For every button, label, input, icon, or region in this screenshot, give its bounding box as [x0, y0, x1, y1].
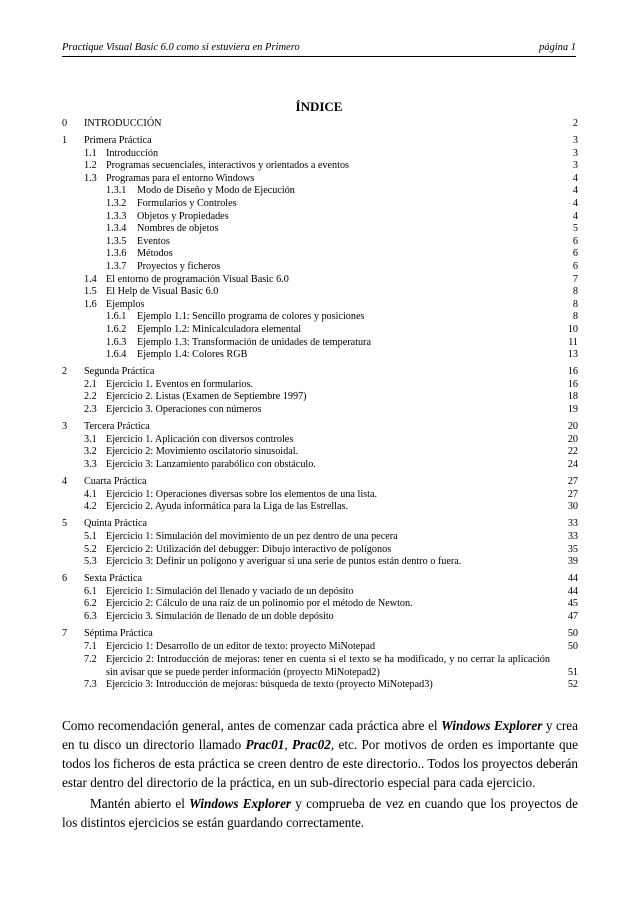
- toc-entry-number: 1.3.1: [106, 185, 127, 197]
- emphasis: Windows Explorer: [189, 796, 292, 811]
- toc-entry[interactable]: [62, 611, 578, 624]
- toc-entry[interactable]: [62, 628, 578, 641]
- toc-entry-number: 2.1: [84, 378, 97, 390]
- toc-entry[interactable]: [62, 459, 578, 472]
- toc-entry-title: Proyectos y ficheros: [137, 261, 221, 273]
- toc-entry-page: 27: [567, 476, 578, 488]
- toc-entry-title: INTRODUCCIÓN: [84, 118, 162, 129]
- toc-entry-number: 0: [62, 118, 68, 129]
- toc-entry-title: Ejercicio 3: Definir un polígono y averiguar si una serie de puntos están dentro o fuera.: [106, 556, 462, 568]
- toc-entry-title: Programas secuenciales, interactivos y orientados a eventos: [106, 160, 350, 172]
- toc-entry-title: Introducción: [106, 147, 159, 159]
- toc-entry-page: 22: [567, 446, 578, 458]
- toc-entry[interactable]: [62, 311, 578, 324]
- toc-entry-page: 47: [567, 610, 578, 622]
- toc-entry[interactable]: [62, 261, 578, 274]
- toc-entry-page: 33: [567, 530, 578, 542]
- toc-entry[interactable]: [62, 489, 578, 502]
- toc-entry-number: 5.3: [84, 556, 97, 568]
- toc-entry[interactable]: [62, 135, 578, 148]
- toc-entry-title: Ejercicio 3. Operaciones con números: [106, 404, 262, 416]
- toc-entry[interactable]: [62, 641, 578, 654]
- table-of-contents: [62, 118, 578, 692]
- toc-entry-title: Séptima Práctica: [84, 628, 153, 640]
- toc-entry-page: 2: [572, 118, 578, 129]
- toc-entry[interactable]: [62, 573, 578, 586]
- toc-entry-page: 4: [572, 198, 578, 210]
- toc-entry-title: Sexta Práctica: [84, 573, 142, 585]
- toc-entry-number: 1.3.4: [106, 223, 127, 235]
- toc-entry-title: Modo de Diseño y Modo de Ejecución: [137, 185, 295, 197]
- toc-entry-title: Ejercicio 2: Cálculo de una raíz de un polinomio por el método de Newton.: [106, 598, 413, 610]
- toc-entry-page: 13: [567, 349, 578, 361]
- toc-entry-number: 2: [62, 366, 68, 378]
- toc-entry-page: 4: [572, 210, 578, 222]
- paragraph-1: [62, 716, 578, 792]
- toc-entry[interactable]: [62, 236, 578, 249]
- toc-entry[interactable]: [62, 185, 578, 198]
- toc-entry-page: 18: [567, 391, 578, 403]
- toc-entry-page: 11: [568, 336, 578, 348]
- toc-entry-title: Eventos: [137, 235, 170, 247]
- toc-entry[interactable]: [62, 148, 578, 161]
- text-run: ,: [284, 737, 292, 752]
- toc-entry-number: 1.6.2: [106, 324, 127, 335]
- toc-entry-number: 7.1: [84, 640, 97, 652]
- toc-entry[interactable]: [62, 679, 578, 692]
- text-run: y comprueba de vez en cuando que los proyectos de los distintos ejercicios se están guardando correctamente.: [62, 796, 578, 830]
- toc-entry-number: 1.3.2: [106, 198, 127, 210]
- toc-entry[interactable]: [62, 118, 578, 131]
- toc-entry-title: Tercera Práctica: [84, 421, 150, 433]
- toc-entry-number: 1.3.5: [106, 235, 127, 247]
- toc-entry-page: 8: [572, 298, 578, 310]
- toc-entry-page: 16: [567, 366, 578, 378]
- toc-entry-number: 2.3: [84, 404, 97, 416]
- toc-entry-title: Objetos y Propiedades: [137, 210, 229, 222]
- text-run: Como recomendación general, antes de comenzar cada práctica abre el: [62, 718, 442, 733]
- emphasis: Prac01: [245, 737, 285, 752]
- toc-entry-number: 1.6.1: [106, 311, 127, 323]
- toc-entry-number: 6: [62, 573, 68, 585]
- toc-entry[interactable]: [62, 349, 578, 362]
- toc-entry-title: Ejercicio 1: Operaciones diversas sobre los elementos de una lista.: [106, 488, 378, 500]
- toc-entry[interactable]: [62, 160, 578, 173]
- header-title: Practique Visual Basic 6.0 como si estuviera en Primero: [62, 42, 300, 53]
- toc-entry-page: 3: [572, 160, 578, 172]
- toc-entry-page: 6: [572, 248, 578, 260]
- toc-entry-title: Ejercicio 2. Listas (Examen de Septiembre 1997): [106, 391, 307, 403]
- toc-entry[interactable]: [62, 421, 578, 434]
- toc-entry-number: 5: [62, 518, 68, 530]
- toc-entry-title: Quinta Práctica: [84, 518, 148, 530]
- toc-entry-number: 6.3: [84, 610, 97, 622]
- toc-entry-title: Ejemplo 1.4: Colores RGB: [137, 349, 248, 361]
- toc-entry-title: Formularios y Controles: [137, 198, 237, 210]
- toc-entry-title: Ejercicio 2: Introducción de mejoras: tener en cuenta si el texto se ha modificado, y no cerrar la aplicación sin avisar que se puede perder información (proyecto MiNotepad2): [106, 654, 550, 679]
- toc-entry-page: 3: [572, 147, 578, 159]
- header-page-number: página 1: [538, 42, 576, 53]
- toc-entry[interactable]: [62, 211, 578, 224]
- toc-entry-page: 50: [567, 628, 578, 640]
- toc-entry-page: 6: [572, 261, 578, 273]
- toc-entry[interactable]: [62, 299, 578, 312]
- toc-entry[interactable]: [62, 501, 578, 514]
- toc-entry-number: 1.2: [84, 160, 97, 172]
- toc-entry[interactable]: [62, 518, 578, 531]
- toc-entry-page: 52: [567, 679, 578, 691]
- toc-entry-number: 1.1: [84, 147, 97, 159]
- toc-entry-title: El Help de Visual Basic 6.0: [106, 286, 219, 298]
- toc-entry[interactable]: [62, 198, 578, 211]
- toc-entry[interactable]: [62, 274, 578, 287]
- toc-entry-number: 2.2: [84, 391, 97, 403]
- toc-entry-number: 1: [62, 135, 68, 147]
- toc-entry-page: 20: [567, 433, 578, 445]
- toc-entry[interactable]: [62, 544, 578, 557]
- toc-entry-page: 19: [567, 404, 578, 416]
- toc-entry-title: Ejercicio 1: Simulación del llenado y vaciado de un depósito: [106, 585, 354, 597]
- toc-entry-page: 33: [567, 518, 578, 530]
- toc-entry-title: Ejercicio 3: Lanzamiento parabólico con obstáculo.: [106, 458, 316, 470]
- toc-entry-title: Segunda Práctica: [84, 366, 155, 378]
- toc-entry-number: 4.1: [84, 488, 97, 500]
- toc-entry[interactable]: [62, 324, 578, 337]
- toc-entry-page: 35: [567, 543, 578, 555]
- toc-entry[interactable]: [62, 173, 578, 186]
- toc-entry-page: 44: [567, 573, 578, 585]
- toc-entry[interactable]: [62, 434, 578, 447]
- toc-entry[interactable]: [84, 653, 578, 679]
- emphasis: Prac02: [292, 737, 331, 752]
- toc-entry[interactable]: [62, 586, 578, 599]
- toc-entry-page: 6: [572, 235, 578, 247]
- toc-entry-number: 1.6: [84, 298, 97, 310]
- toc-entry[interactable]: [62, 223, 578, 236]
- toc-entry-title: El entorno de programación Visual Basic 6.0: [106, 273, 289, 285]
- toc-entry-number: 3.1: [84, 433, 97, 445]
- toc-entry-title: Ejemplo 1.1: Sencillo programa de colores y posiciones: [137, 311, 365, 323]
- toc-entry-page: 5: [572, 223, 578, 235]
- toc-entry-title: Ejercicio 1: Desarrollo de un editor de texto: proyecto MiNotepad: [106, 640, 376, 652]
- toc-entry-title: Ejercicio 1. Eventos en formularios.: [106, 378, 254, 390]
- toc-entry-page: 24: [567, 458, 578, 470]
- toc-entry-title: Ejercicio 2: Utilización del debugger: Dibujo interactivo de polígonos: [106, 543, 392, 555]
- toc-entry-page: 27: [567, 488, 578, 500]
- toc-entry-page: 8: [572, 286, 578, 298]
- toc-entry[interactable]: [62, 391, 578, 404]
- toc-entry[interactable]: [62, 476, 578, 489]
- toc-entry[interactable]: [62, 404, 578, 417]
- toc-entry-title: Cuarta Práctica: [84, 476, 147, 488]
- toc-entry-page: 4: [572, 172, 578, 184]
- toc-entry-page: 8: [572, 311, 578, 323]
- toc-entry-title: Métodos: [137, 248, 173, 260]
- toc-entry-page: 39: [567, 556, 578, 568]
- toc-entry-number: 7.3: [84, 679, 97, 691]
- toc-entry[interactable]: [62, 379, 578, 392]
- toc-entry-page: 51: [567, 667, 578, 679]
- toc-entry-title: Ejemplo 1.2: Minicalculadora elemental: [137, 324, 302, 335]
- toc-entry-number: 5.2: [84, 543, 97, 555]
- toc-entry-title: Ejemplos: [106, 298, 145, 310]
- toc-entry-page: 50: [567, 640, 578, 652]
- index-title: ÍNDICE: [295, 99, 343, 114]
- toc-entry-title: Ejercicio 3: Introducción de mejoras: búsqueda de texto (proyecto MiNotepad3): [106, 679, 433, 691]
- toc-entry-title: Nombres de objetos: [137, 223, 219, 235]
- text-run: Mantén abierto el: [90, 796, 190, 811]
- toc-entry[interactable]: [62, 556, 578, 569]
- toc-entry[interactable]: [62, 531, 578, 544]
- toc-entry-page: 45: [567, 598, 578, 610]
- toc-entry-number: 1.3.3: [106, 210, 127, 222]
- toc-entry-page: 3: [572, 135, 578, 147]
- emphasis: Windows Explorer: [441, 718, 543, 733]
- toc-entry-number: 6.2: [84, 598, 97, 610]
- toc-entry-page: 30: [567, 501, 578, 513]
- toc-entry-number: 7: [62, 628, 68, 640]
- toc-entry-number: 7.2: [84, 654, 97, 666]
- toc-entry-number: 4.2: [84, 501, 97, 513]
- toc-entry-number: 6.1: [84, 585, 97, 597]
- toc-entry-page: 44: [567, 585, 578, 597]
- toc-entry[interactable]: [62, 286, 578, 299]
- toc-entry-number: 3.2: [84, 446, 97, 458]
- toc-entry-number: 1.6.3: [106, 336, 127, 348]
- toc-entry-title: Ejemplo 1.3: Transformación de unidades de temperatura: [137, 336, 371, 348]
- toc-entry-number: 1.4: [84, 273, 97, 285]
- toc-entry-title: Programas para el entorno Windows: [106, 172, 255, 184]
- toc-entry-number: 4: [62, 476, 68, 488]
- toc-entry-page: 4: [572, 185, 578, 197]
- toc-entry-title: Ejercicio 1: Simulación del movimiento de un pez dentro de una pecera: [106, 530, 398, 542]
- body-text: [62, 716, 578, 832]
- toc-entry-title: Ejercicio 1. Aplicación con diversos controles: [106, 433, 294, 445]
- toc-entry-number: 1.3.7: [106, 261, 127, 273]
- toc-entry-page: 16: [567, 378, 578, 390]
- toc-entry-title: Ejercicio 2: Movimiento oscilatorio sinusoidal.: [106, 446, 299, 458]
- toc-entry[interactable]: [62, 337, 578, 350]
- toc-entry-number: 1.5: [84, 286, 97, 298]
- toc-entry-number: 1.3: [84, 172, 97, 184]
- toc-entry-number: 1.3.6: [106, 248, 127, 260]
- toc-entry-page: 7: [572, 273, 578, 285]
- toc-entry[interactable]: [62, 248, 578, 261]
- toc-entry-title: Ejercicio 2. Ayuda informática para la Liga de las Estrellas.: [106, 501, 349, 513]
- page-header: [62, 40, 576, 57]
- toc-entry[interactable]: [62, 598, 578, 611]
- toc-entry[interactable]: [62, 366, 578, 379]
- toc-entry-page: 20: [567, 421, 578, 433]
- toc-entry-title: Primera Práctica: [84, 135, 152, 147]
- toc-entry[interactable]: [62, 446, 578, 459]
- toc-entry-title: Ejercicio 3. Simulación de llenado de un doble depósito: [106, 610, 334, 622]
- toc-entry-number: 3: [62, 421, 68, 433]
- toc-entry-number: 3.3: [84, 458, 97, 470]
- toc-entry-page: 10: [567, 324, 578, 335]
- text-run: y crea en tu disco un directorio llamado: [62, 718, 578, 752]
- paragraph-2: [62, 794, 578, 832]
- toc-entry-number: 1.6.4: [106, 349, 127, 361]
- toc-entry-number: 5.1: [84, 530, 97, 542]
- text-run: , etc. Por motivos de orden es importante que todos los ficheros de esta práctica se creen dentro de este directorio.. Todos los proyectos deberán estar dentro del directorio de la práctica, en un sub-directorio especial para cada ejercicio.: [62, 737, 578, 790]
